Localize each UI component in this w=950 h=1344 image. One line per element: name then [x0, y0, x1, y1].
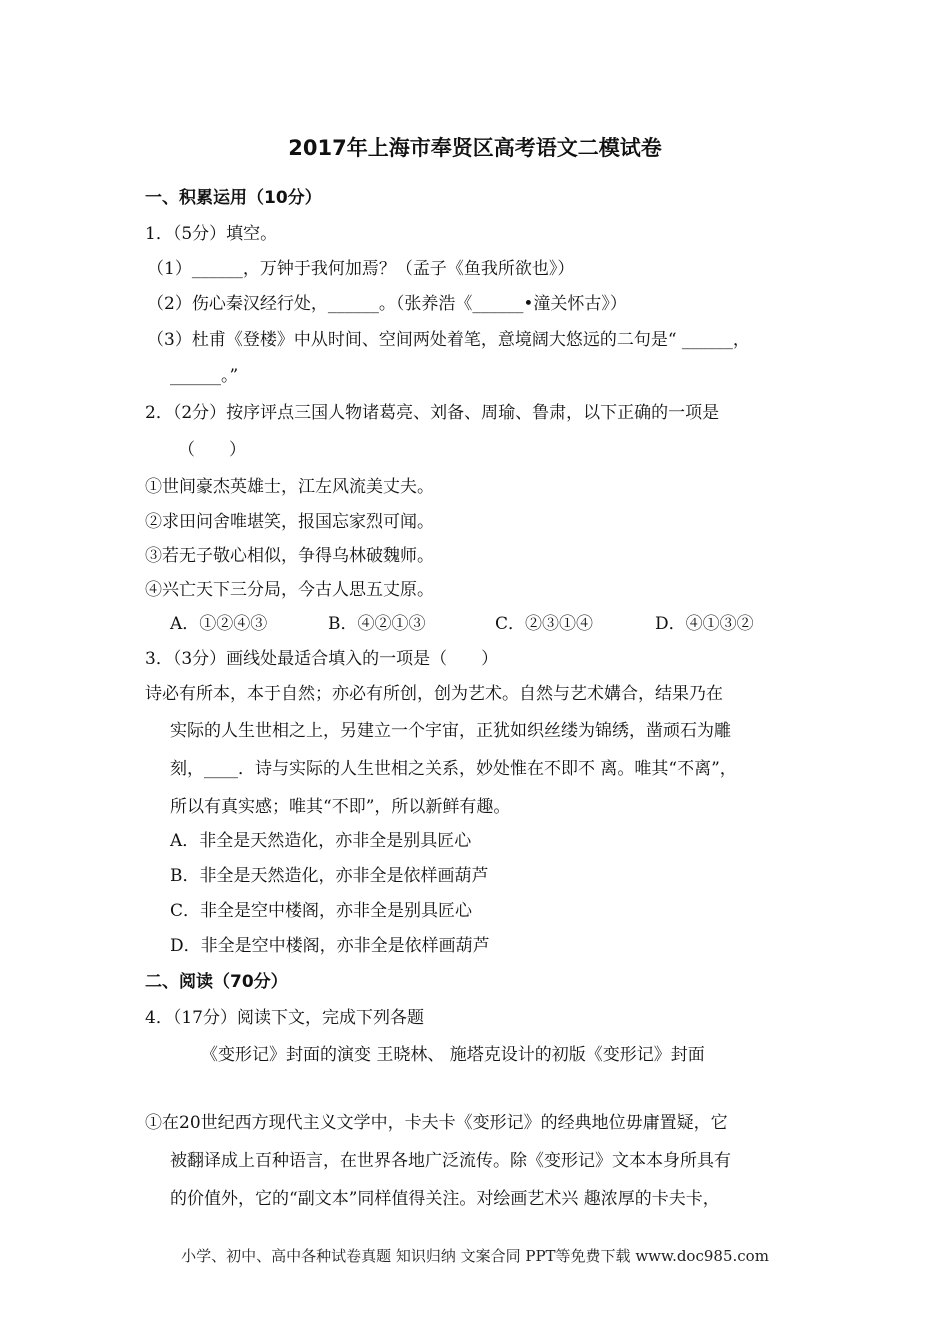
- page-title: 2017年上海市奉贤区高考语文二模试卷: [288, 136, 662, 160]
- section-heading-1: 一、积累运用（10分）: [145, 188, 322, 208]
- question-3-option-b: B．非全是天然造化，亦非全是依样画葫芦: [170, 866, 489, 886]
- question-4-subtitle: 《变形记》封面的演变 王晓林、 施塔克设计的初版《变形记》封面: [201, 1045, 705, 1065]
- question-4-stem: 4．（17分）阅读下文，完成下列各题: [145, 1008, 424, 1028]
- question-2-line-3: ③若无子敬心相似，争得乌林破魏师。: [145, 546, 434, 566]
- question-2-line-1: ①世间豪杰英雄士，江左风流美丈夫。: [145, 477, 434, 497]
- question-4-passage-line-1: ①在20世纪西方现代主义文学中，卡夫卡《变形记》的经典地位毋庸置疑，它: [145, 1113, 728, 1133]
- question-3-passage-line-1: 诗必有所本，本于自然；亦必有所创，创为艺术。自然与艺术媾合，结果乃在: [145, 684, 723, 704]
- section-heading-2: 二、阅读（70分）: [145, 972, 288, 992]
- question-4-passage-line-3: 的价值外，它的“副文本”同样值得关注。对绘画艺术兴 趣浓厚的卡夫卡，: [170, 1189, 720, 1209]
- question-2-line-2: ②求田问舍唯堪笑，报国忘家烈可闻。: [145, 512, 434, 532]
- option-a: A．①②④③: [170, 614, 268, 634]
- option-d: D．④①③②: [655, 614, 754, 634]
- question-1-item-3: （3）杜甫《登楼》中从时间、空间两处着笔，意境阔大悠远的二句是“ ______，: [147, 330, 750, 350]
- question-1-stem: 1．（5分）填空。: [145, 224, 278, 244]
- question-3-passage-line-2: 实际的人生世相之上，另建立一个宇宙，正犹如织丝缕为锦绣，凿顽石为雕: [170, 721, 731, 741]
- question-2-line-4: ④兴亡天下三分局，今古人思五丈原。: [145, 580, 434, 600]
- question-1-item-2: （2）伤心秦汉经行处，______。（张养浩《______•潼关怀古》）: [147, 294, 627, 314]
- question-3-option-c: C．非全是空中楼阁，亦非全是别具匠心: [170, 901, 473, 921]
- page-footer: 小学、初中、高中各种试卷真题 知识归纳 文案合同 PPT等免费下载 www.doc985.com: [181, 1247, 769, 1265]
- question-3-stem: 3．（3分）画线处最适合填入的一项是（ ）: [145, 649, 499, 669]
- question-1-item-1: （1）______，万钟于我何加焉？（孟子《鱼我所欲也》）: [147, 259, 575, 279]
- question-1-item-3-continued: ______。”: [170, 366, 239, 386]
- option-b: B．④②①③: [328, 614, 426, 634]
- question-2-paren: （ ）: [178, 440, 246, 460]
- question-3-passage-line-4: 所以有真实感；唯其“不即”，所以新鲜有趣。: [170, 797, 511, 817]
- question-4-passage-line-2: 被翻译成上百种语言，在世界各地广泛流传。除《变形记》文本本身所具有: [170, 1151, 731, 1171]
- question-2-stem: 2．（2分）按序评点三国人物诸葛亮、刘备、周瑜、鲁肃，以下正确的一项是: [145, 403, 720, 423]
- question-3-passage-line-3: 刻，____．诗与实际的人生世相之关系，妙处惟在不即不 离。唯其“不离”，: [170, 759, 737, 779]
- option-c: C．②③①④: [495, 614, 594, 634]
- question-3-option-a: A．非全是天然造化，亦非全是别具匠心: [170, 831, 472, 851]
- question-3-option-d: D．非全是空中楼阁，亦非全是依样画葫芦: [170, 936, 490, 956]
